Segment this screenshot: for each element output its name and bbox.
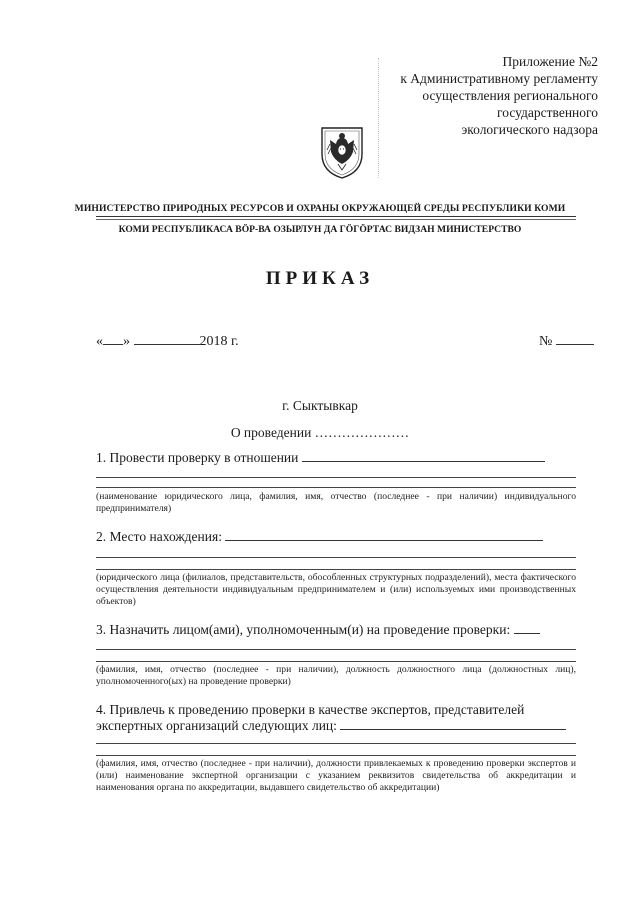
item-1-line-2[interactable] (96, 477, 576, 478)
item-2-text: 2. Место нахождения: (96, 529, 222, 544)
appendix-line-4: государственного (497, 105, 598, 120)
ministry-name-russian: МИНИСТЕРСТВО ПРИРОДНЫХ РЕСУРСОВ И ОХРАНЫ ОКРУЖАЮЩЕЙ СРЕДЫ РЕСПУБЛИКИ КОМИ (74, 203, 566, 214)
date-open-quote: « (96, 334, 103, 349)
item-1 (96, 450, 545, 466)
order-number (539, 333, 594, 350)
item-4-line-2 (96, 718, 566, 734)
item-4-line-1: 4. Привлечь к проведению проверки в качестве экспертов, представителей (96, 702, 525, 717)
item-1-text: 1. Провести проверку в отношении (96, 450, 299, 465)
item-2-caption: (юридического лица (филиалов, представительств, обособленных структурных подразделений), места фактического осуществления деятельности индивидуальным предпринимателем и (или) используемых ими производственных объектов) (96, 572, 576, 607)
order-title: ПРИКАЗ (265, 268, 375, 289)
item-3 (96, 622, 540, 638)
header-rule-thin (96, 219, 576, 220)
item-4-text: экспертных организаций следующих лиц: (96, 718, 337, 733)
appendix-line-1: Приложение №2 (502, 54, 598, 69)
appendix-line-3: осуществления регионального (422, 88, 598, 103)
item-2-blank[interactable] (225, 529, 543, 541)
item-1-line-3[interactable] (96, 487, 576, 488)
item-3-text: 3. Назначить лицом(ами), уполномоченным(и) на проведение проверки: (96, 622, 511, 637)
day-blank[interactable] (103, 333, 123, 345)
item-4-caption: (фамилия, имя, отчество (последнее - при наличии), должности привлекаемых к проведению проверки экспертов и (или) наименование экспертной организации с указанием реквизитов свидетельства об аккредитации и наименования органа по аккредитации, выдавшего свидетельство об аккредитации) (96, 758, 576, 793)
appendix-line-2: к Административному регламенту (400, 71, 598, 86)
item-2-line-3[interactable] (96, 569, 576, 570)
item-2-line-2[interactable] (96, 557, 576, 558)
number-blank[interactable] (556, 333, 594, 345)
appendix-line-5: экологического надзора (461, 122, 598, 137)
order-year: 2018 г. (199, 334, 239, 349)
item-4-line-4[interactable] (96, 755, 576, 756)
date-close-quote: » (123, 334, 130, 349)
item-2 (96, 529, 543, 545)
order-city: г. Сыктывкар (282, 398, 358, 413)
item-3-line-2[interactable] (96, 649, 576, 650)
month-blank[interactable] (134, 333, 200, 345)
appendix-header (338, 53, 598, 138)
ministry-name-komi: КОМИ РЕСПУБЛИКАСА ВӦР-ВА ОЗЫРЛУН ДА ГӦГӦРТАС ВИДЗАН МИНИСТЕРСТВО (118, 224, 522, 235)
komi-coat-of-arms-icon (318, 122, 366, 180)
item-4-line-3[interactable] (96, 743, 576, 744)
header-rule-thick (96, 216, 576, 217)
item-4-blank[interactable] (340, 718, 566, 730)
item-3-line-3[interactable] (96, 661, 576, 662)
number-label: № (539, 334, 553, 349)
item-3-blank[interactable] (514, 622, 540, 634)
item-1-blank[interactable] (302, 450, 545, 462)
item-1-caption: (наименование юридического лица, фамилия, имя, отчество (последнее - при наличии) индивидуального предпринимателя) (96, 491, 576, 514)
item-3-caption: (фамилия, имя, отчество (последнее - при наличии), должность должностного лица (должностных лиц), уполномоченного(ых) на проведение проверки) (96, 664, 576, 687)
order-subject: О проведении ………………… (230, 425, 410, 440)
order-date (96, 333, 239, 350)
